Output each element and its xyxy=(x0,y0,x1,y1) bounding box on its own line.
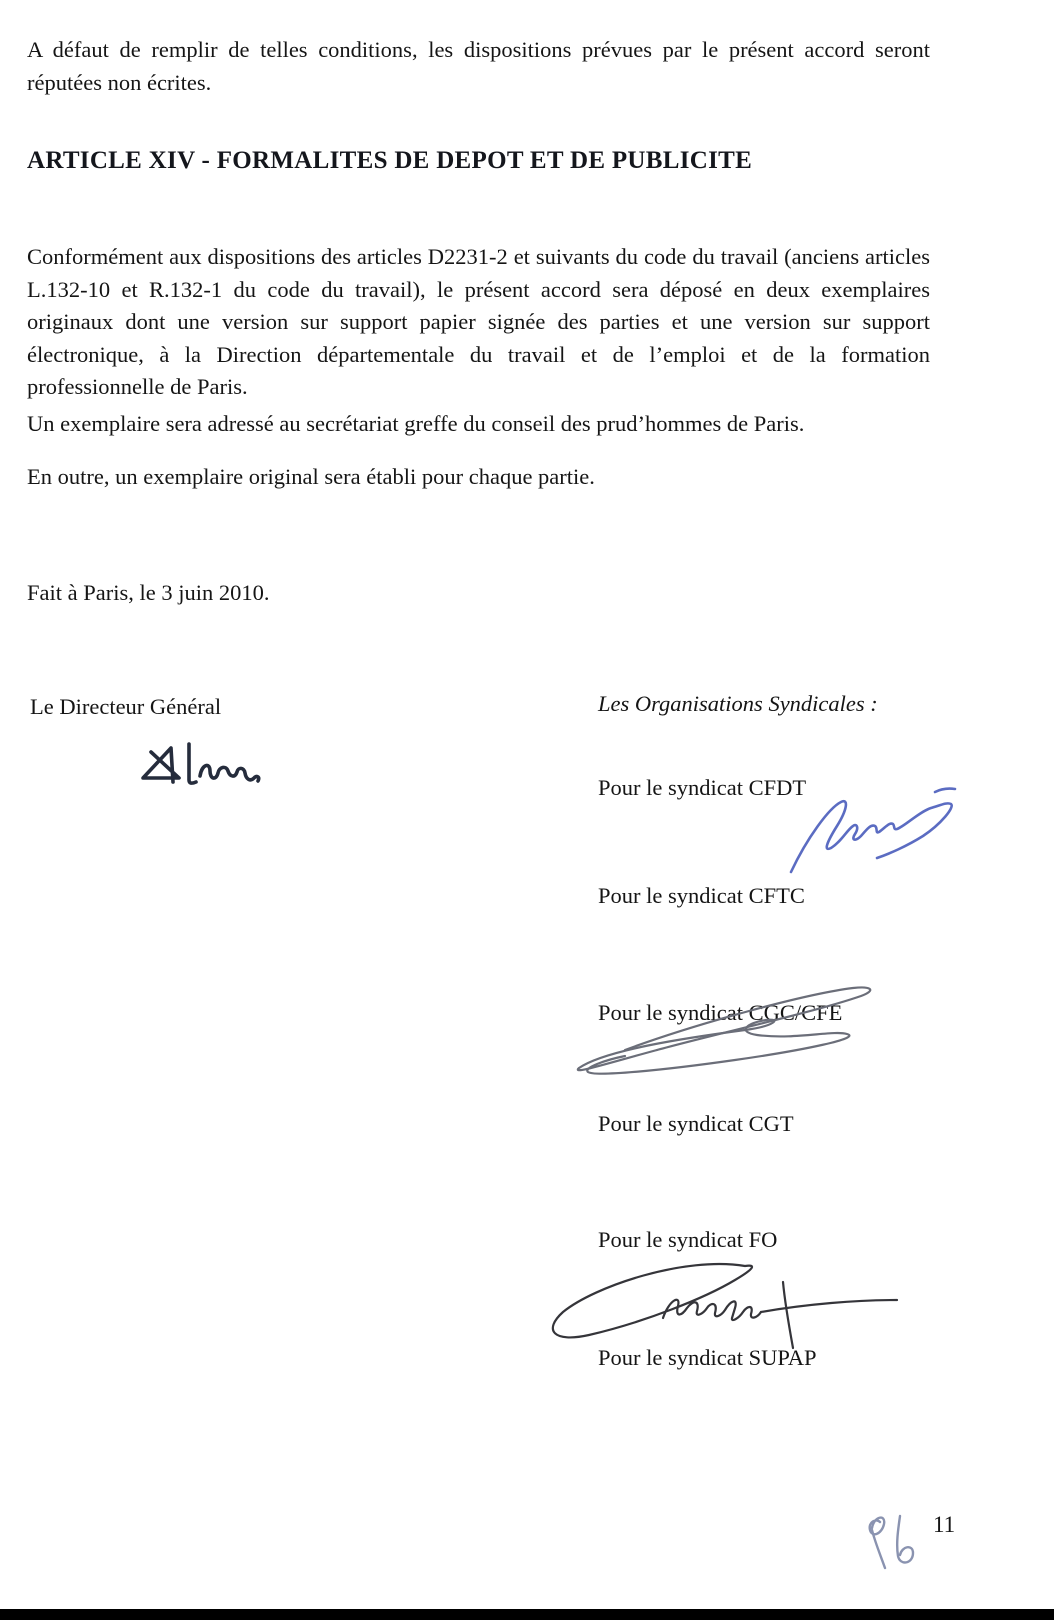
cgc-cfe-signature xyxy=(565,978,890,1080)
fo-supap-signature xyxy=(545,1256,910,1354)
body-paragraph-exemplaire: En outre, un exemplaire original sera établi pour chaque partie. xyxy=(27,464,595,489)
page-number: 11 xyxy=(933,1512,956,1537)
article-title: ARTICLE XIV - FORMALITES DE DEPOT ET DE PUBLICITE xyxy=(27,147,753,174)
date-line: Fait à Paris, le 3 juin 2010. xyxy=(27,580,270,605)
intro-paragraph: A défaut de remplir de telles conditions, les dispositions prévues par le présent accord seront réputées non écrites. xyxy=(27,37,930,95)
cfdt-signature xyxy=(785,780,965,878)
syndicate-label-cfdt: Pour le syndicat CFDT xyxy=(598,775,807,800)
syndicate-label-cgt: Pour le syndicat CGT xyxy=(598,1111,794,1136)
left-signatory-title: Le Directeur Général xyxy=(30,694,222,719)
syndicate-label-cgc-cfe: Pour le syndicat CGC/CFE xyxy=(598,1000,843,1025)
syndicate-label-fo: Pour le syndicat FO xyxy=(598,1227,778,1252)
syndicate-label-supap: Pour le syndicat SUPAP xyxy=(598,1345,817,1370)
body-paragraph-greffe: Un exemplaire sera adressé au secrétariat greffe du conseil des prud’hommes de Paris. xyxy=(27,411,805,436)
syndicate-label-cftc: Pour le syndicat CFTC xyxy=(598,883,805,908)
right-column-heading: Les Organisations Syndicales : xyxy=(598,691,878,716)
scan-edge-bar xyxy=(0,1609,1054,1620)
handwritten-initials xyxy=(860,1510,918,1574)
director-signature xyxy=(136,736,271,800)
body-paragraph-deposit: Conformément aux dispositions des articles D2231-2 et suivants du code du travail (anciens articles L.132-10 et R.132-1 du code du travail), le présent accord sera déposé en deux exemplaires originaux dont une version sur support papier signée des parties et une version sur support électronique, à la Direction départementale du travail et de l’emploi et de la formation professionnelle de Paris. xyxy=(27,244,930,400)
